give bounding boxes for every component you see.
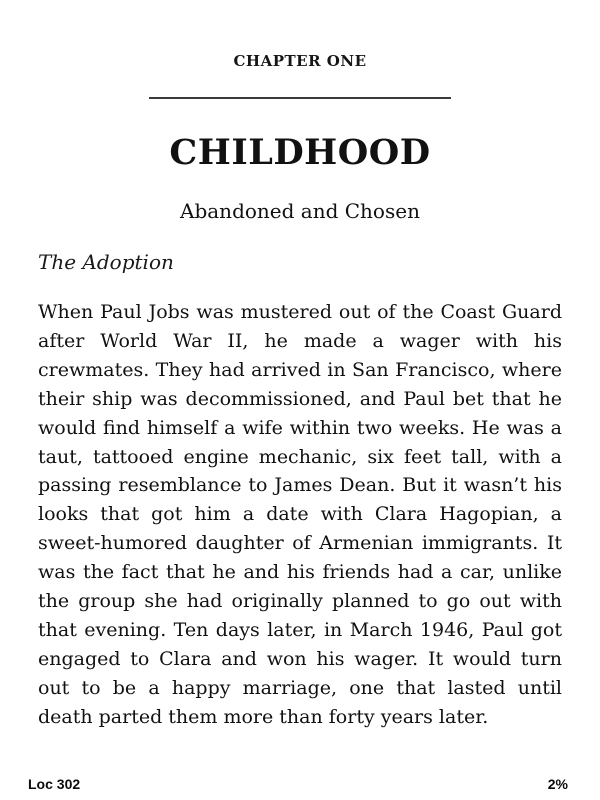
chapter-label: CHAPTER ONE [233, 52, 367, 70]
chapter-subtitle: Abandoned and Chosen [180, 199, 420, 223]
location-indicator: Loc 302 [28, 776, 81, 792]
progress-indicator: 2% [547, 776, 568, 792]
body-paragraph: When Paul Jobs was mustered out of the Coast Guard after World War II, he made a wager with his crewmates. They had arrived in San Francisco, where their ship was decommissioned, and Paul bet that he would find himself a wife within two weeks. He was a taut, tattooed engine mechanic, six feet tall, with a passing resemblance to James Dean. But it wasn’t his looks that got him a date with Clara Hagopian, a sweet-humored daughter of Armenian immigrants. It was the fact that he and his friends had a car, unlike the group she had originally planned to go out with that evening. Ten days later, in March 1946, Paul got engaged to Clara and won his wager. It would turn out to be a happy marriage, one that lasted until death parted them more than forty years later. [38, 301, 562, 728]
chapter-divider [149, 97, 451, 99]
chapter-title: CHILDHOOD [169, 132, 431, 173]
reader-footer [0, 774, 600, 792]
section-heading: The Adoption [38, 250, 174, 274]
